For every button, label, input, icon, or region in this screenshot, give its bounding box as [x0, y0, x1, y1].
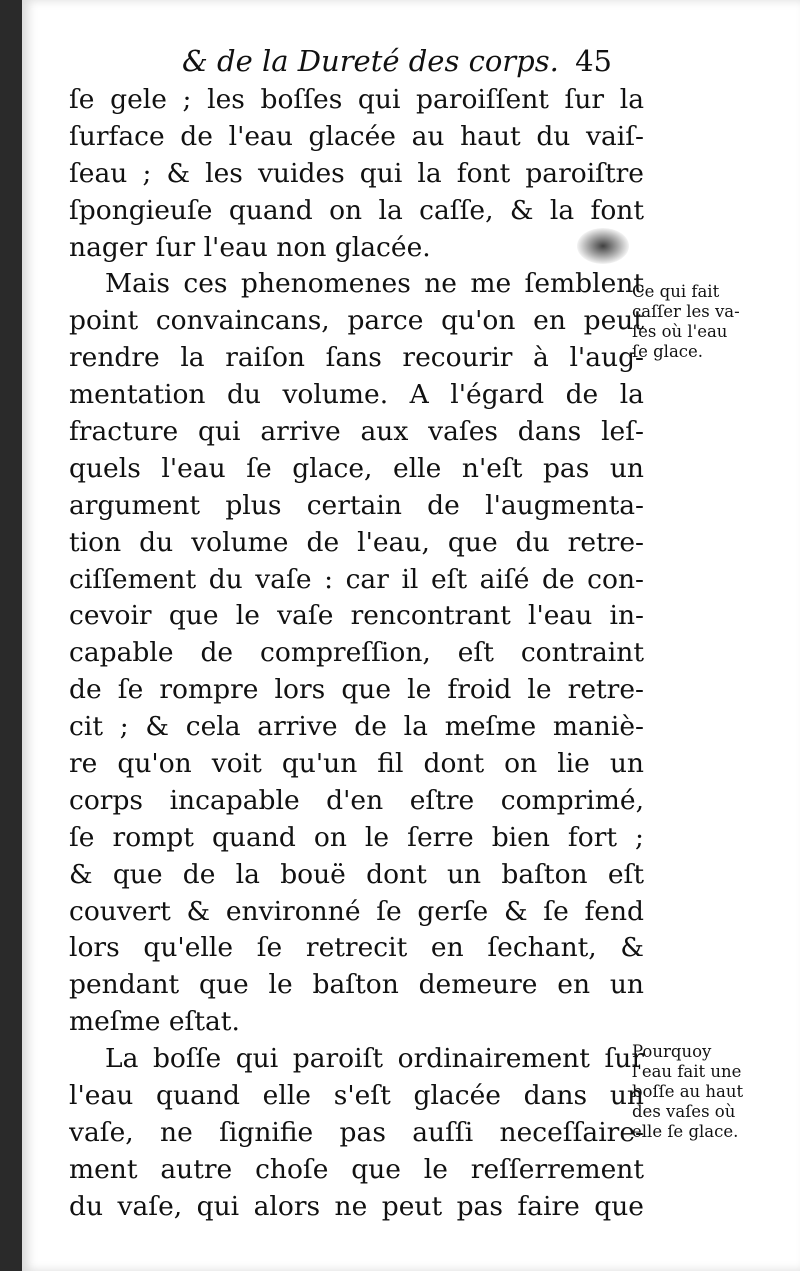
- text-line: meſme eſtat.: [69, 1006, 240, 1038]
- text-line: ſurface de l'eau glacée au haut du vaiſ-: [69, 120, 644, 152]
- text-line: tion du volume de l'eau, que du retre-: [69, 526, 644, 558]
- margin-note-line: ſes où l'eau: [632, 322, 728, 341]
- text-line: argument plus certain de l'augmenta-: [69, 489, 644, 521]
- running-title: & de la Dureté des corps.: [182, 44, 559, 78]
- text-line: ment autre choſe que le reſſerrement: [69, 1153, 644, 1185]
- margin-note-line: caſſer les va-: [632, 302, 740, 321]
- book-page: [22, 0, 800, 1271]
- text-line: re qu'on voit qu'un fil dont on lie un: [69, 748, 644, 780]
- running-head: [182, 44, 612, 84]
- margin-note-line: l'eau fait une: [632, 1062, 742, 1081]
- text-line: lors qu'elle ſe retrecit en ſechant, &: [69, 932, 644, 964]
- text-line: couvert & environné ſe gerſe & ſe fend: [69, 895, 644, 927]
- text-line: quels l'eau ſe glace, elle n'eſt pas un: [69, 452, 644, 484]
- text-line: ſe gele ; les boſſes qui paroiſſent ſur la: [69, 84, 644, 115]
- text-line: ciſſement du vaſe : car il eſt aiſé de con-: [69, 563, 644, 595]
- text-line: vaſe, ne ſignifie pas auſſi neceſſaire-: [69, 1116, 644, 1148]
- margin-note-line: ſe glace.: [632, 342, 704, 361]
- page-number: 45: [575, 44, 612, 78]
- text-line: de ſe rompre lors que le froid le retre-: [69, 674, 644, 706]
- text-line: l'eau quand elle s'eſt glacée dans un: [69, 1080, 644, 1112]
- text-line: cit ; & cela arrive de la meſme maniè-: [69, 711, 644, 743]
- text-line: ſpongieuſe quand on la caſſe, & la font: [69, 194, 644, 226]
- body-text: [69, 82, 644, 1226]
- margin-note-line: des vaſes où: [632, 1102, 736, 1121]
- margin-note-line: boſſe au haut: [632, 1082, 744, 1101]
- text-line: nager ſur l'eau non glacée.: [69, 231, 431, 263]
- margin-note-line: Ce qui fait: [632, 282, 720, 301]
- text-line: ſeau ; & les vuides qui la font paroiſtre: [69, 157, 644, 189]
- text-line: corps incapable d'en eſtre comprimé,: [69, 784, 644, 816]
- text-line: & que de la bouë dont un baſton eſt: [69, 858, 644, 890]
- text-line: La boſſe qui paroiſt ordinairement ſur: [105, 1043, 644, 1075]
- margin-note-ice-bump: [632, 1042, 782, 1142]
- margin-note-line: Pourquoy: [632, 1042, 712, 1061]
- margin-note-line: elle ſe glace.: [632, 1122, 739, 1141]
- text-line: mentation du volume. A l'égard de la: [69, 379, 644, 411]
- text-line: pendant que le baſton demeure en un: [69, 969, 644, 1001]
- text-line: ſe rompt quand on le ſerre bien fort ;: [69, 821, 644, 853]
- text-line: du vaſe, qui alors ne peut pas faire que: [69, 1190, 644, 1222]
- text-line: fracture qui arrive aux vaſes dans leſ-: [69, 416, 644, 448]
- text-line: Mais ces phenomenes ne me ſemblent: [105, 268, 644, 300]
- text-line: rendre la raiſon ſans recourir à l'aug-: [69, 342, 644, 374]
- margin-note-vessel-breaking: [632, 282, 782, 362]
- text-line: cevoir que le vaſe rencontrant l'eau in-: [69, 600, 644, 632]
- text-line: capable de compreſſion, eſt contraint: [69, 637, 644, 669]
- text-line: point convaincans, parce qu'on en peut: [69, 305, 644, 337]
